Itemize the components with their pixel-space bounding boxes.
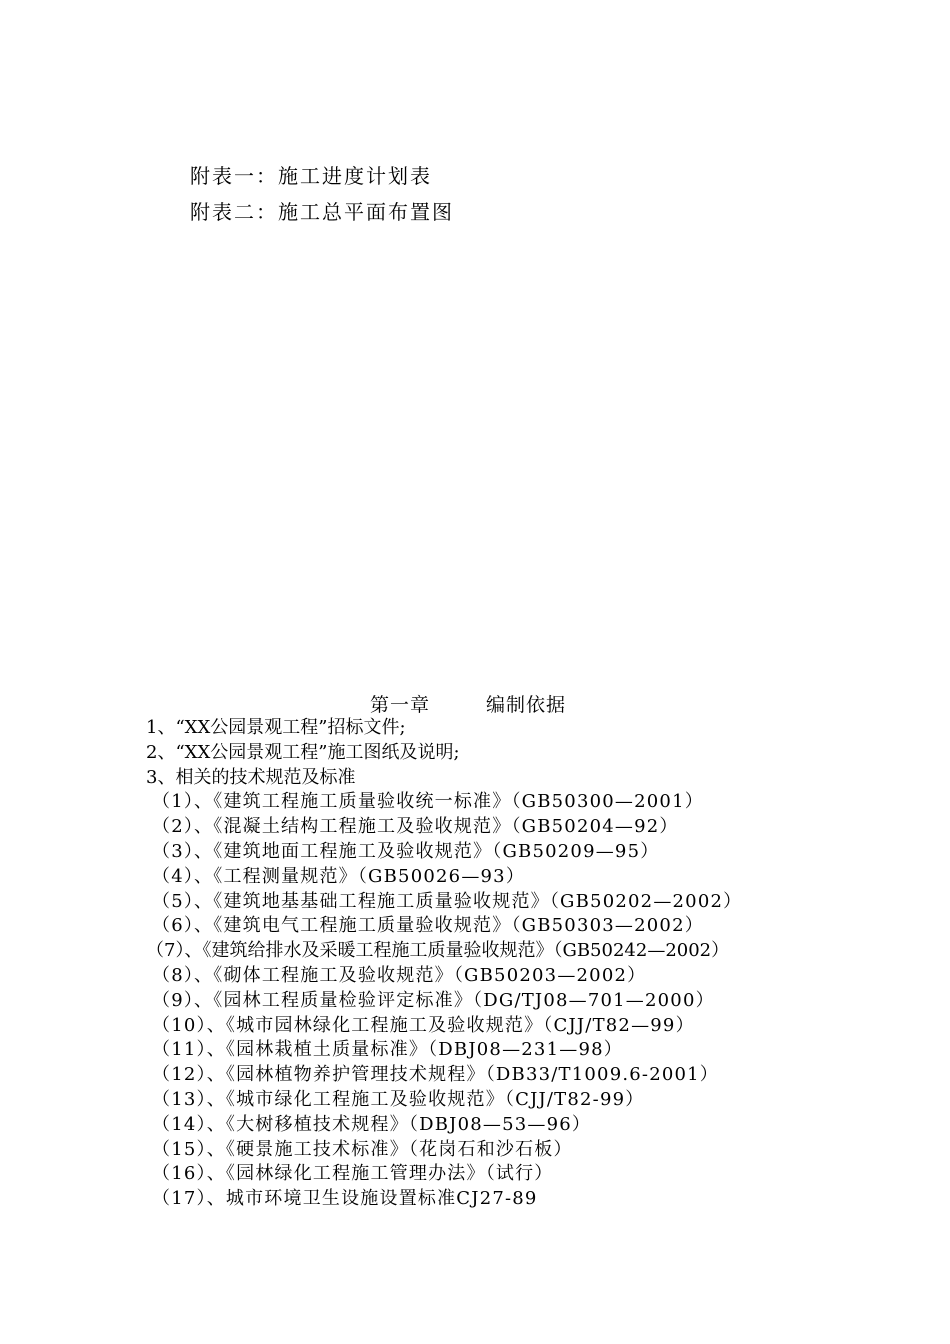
basis-item: 2、“XX公园景观工程”施工图纸及说明; <box>146 741 460 763</box>
standard-item: （8）、《砌体工程施工及验收规范》（GB50203—2002） <box>152 964 647 986</box>
standard-item: （6）、《建筑电气工程施工质量验收规范》（GB50303—2002） <box>152 915 704 937</box>
chapter-number: 第一章 <box>370 694 431 716</box>
standard-item: （7）、《建筑给排水及采暖工程施工质量验收规范》（GB50242—2002） <box>146 940 730 962</box>
standard-item: （13）、《城市绿化工程施工及验收规范》（CJJ/T82-99） <box>152 1088 645 1110</box>
standard-item: （3）、《建筑地面工程施工及验收规范》（GB50209—95） <box>152 840 660 862</box>
standard-item: （1）、《建筑工程施工质量验收统一标准》（GB50300—2001） <box>152 791 704 813</box>
appendix-schedule: 附表一：施工进度计划表 <box>190 164 432 188</box>
standard-item: （14）、《大树移植技术规程》（DBJ08—53—96） <box>152 1113 592 1135</box>
standard-item: （15）、《硬景施工技术标准》（花岗石和沙石板） <box>152 1138 573 1160</box>
basis-item: 3、相关的技术规范及标准 <box>146 766 356 788</box>
standard-item: （17）、城市环境卫生设施设置标准CJ27-89 <box>152 1188 538 1210</box>
chapter-heading <box>370 690 566 717</box>
standard-item: （12）、《园林植物养护管理技术规程》（DB33/T1009.6-2001） <box>152 1064 720 1086</box>
appendix-site-plan: 附表二：施工总平面布置图 <box>190 200 454 224</box>
standard-item: （11）、《园林栽植土质量标准》（DBJ08—231—98） <box>152 1039 623 1061</box>
basis-list <box>146 716 742 1212</box>
chapter-title: 编制依据 <box>486 694 567 716</box>
standard-item: （5）、《建筑地基基础工程施工质量验收规范》（GB50202—2002） <box>152 890 743 912</box>
standard-item: （10）、《城市园林绿化工程施工及验收规范》（CJJ/T82—99） <box>152 1014 695 1036</box>
basis-item: 1、“XX公园景观工程”招标文件; <box>146 717 406 738</box>
standard-item: （2）、《混凝土结构工程施工及验收规范》（GB50204—92） <box>152 816 679 838</box>
standard-item: （4）、《工程测量规范》（GB50026—93） <box>152 865 526 887</box>
standard-item: （9）、《园林工程质量检验评定标准》（DG/TJ08—701—2000） <box>152 989 715 1011</box>
standard-item: （16）、《园林绿化工程施工管理办法》（试行） <box>152 1163 554 1185</box>
